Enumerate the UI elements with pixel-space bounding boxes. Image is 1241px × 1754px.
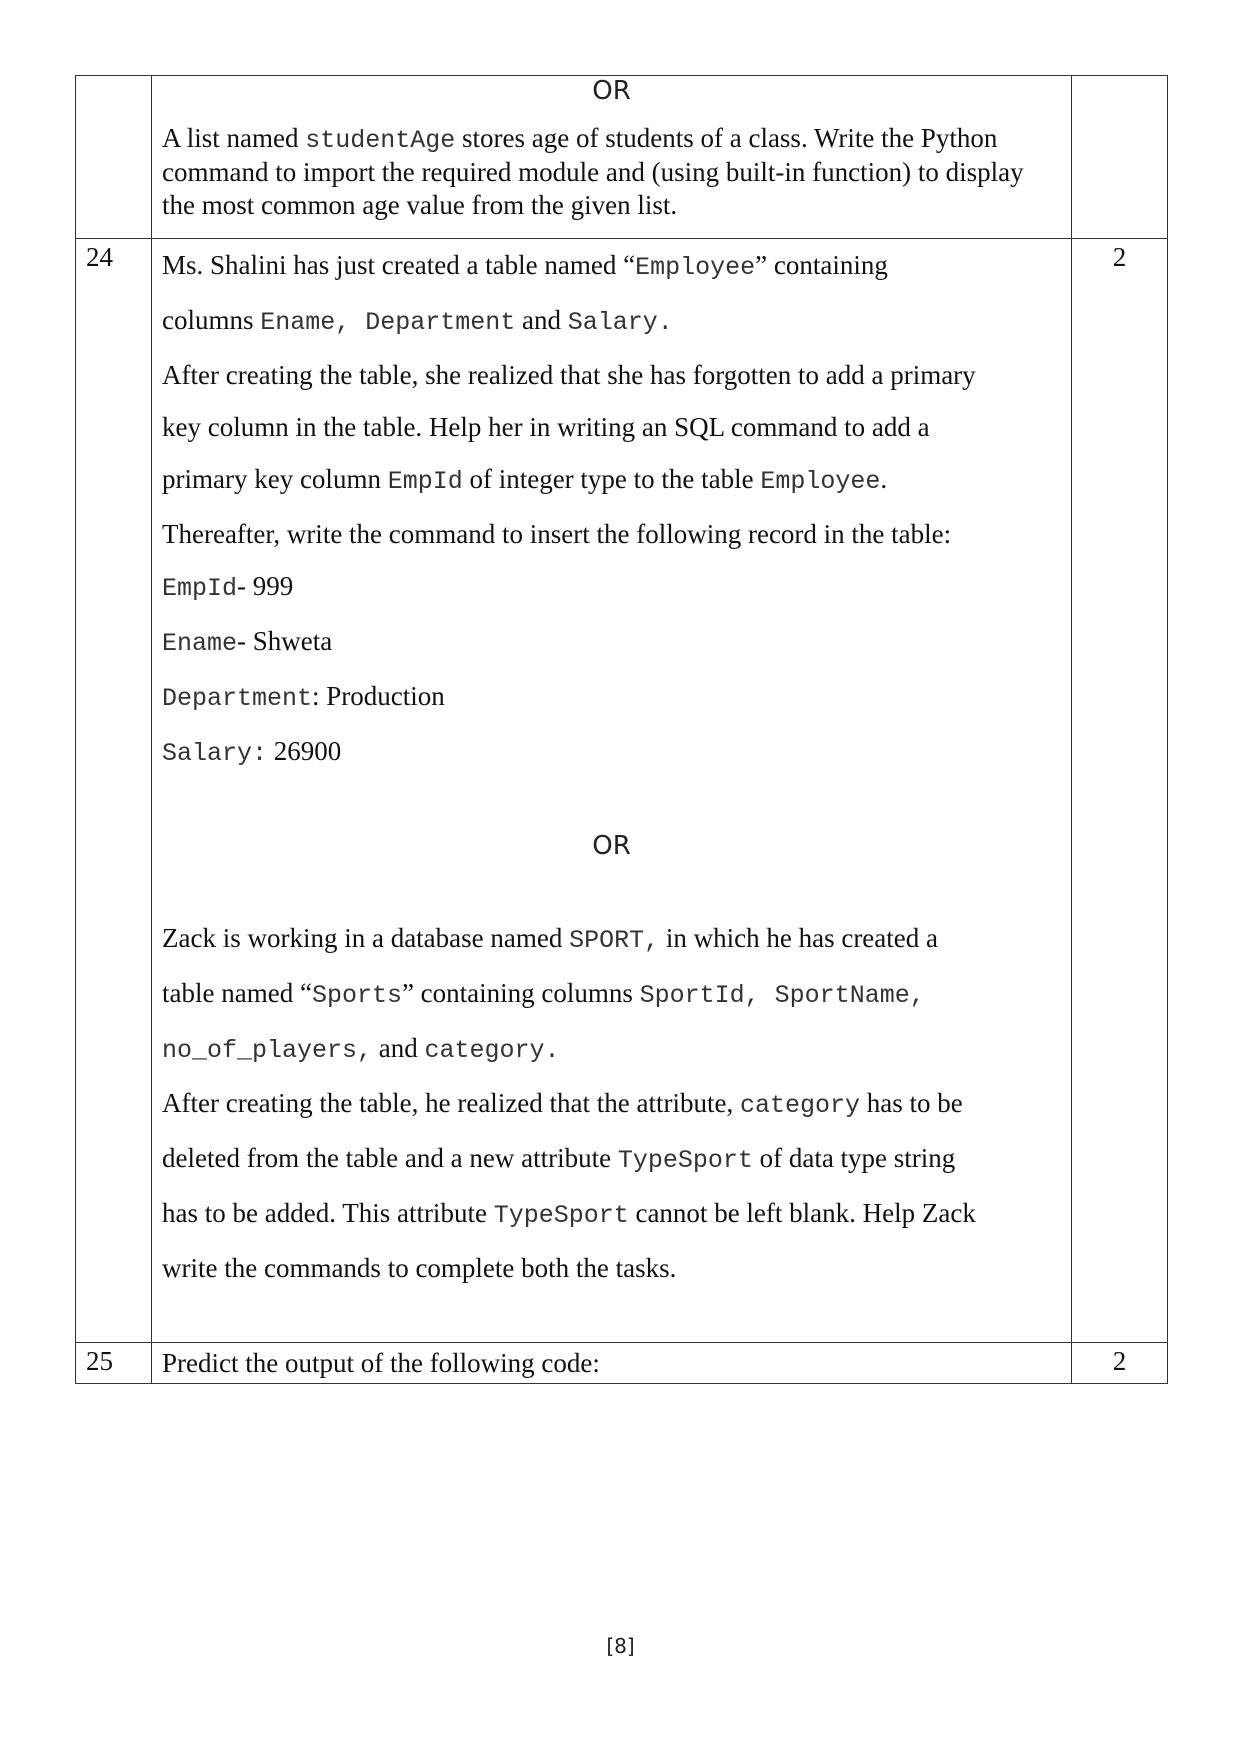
code-identifier: Salary.	[567, 308, 673, 338]
code-identifier: Sports	[311, 981, 402, 1011]
question-line: no_of_players, and category.	[162, 1033, 560, 1066]
question-table	[75, 75, 1168, 1384]
or-separator: OR	[592, 831, 631, 862]
question-line: Thereafter, write the command to insert the following record in the table:	[162, 519, 952, 550]
marks-value: 2	[1072, 239, 1168, 1343]
question-23-continued-row	[76, 76, 1168, 239]
question-line: Predict the output of the following code:	[162, 1348, 600, 1379]
question-number: 24	[76, 239, 152, 1343]
code-identifier: SportId, SportName,	[639, 981, 925, 1011]
question-body	[152, 1343, 1072, 1384]
question-number: 25	[76, 1343, 152, 1384]
question-line: table named “Sports” containing columns SportId, SportName,	[162, 978, 925, 1011]
question-body	[152, 76, 1072, 239]
question-number-cell	[76, 76, 152, 239]
marks-cell	[1072, 76, 1168, 239]
question-line: After creating the table, she realized that she has forgotten to add a primary	[162, 360, 976, 391]
code-identifier: no_of_players,	[162, 1036, 373, 1066]
record-field: Salary: 26900	[162, 736, 342, 769]
question-line: key column in the table. Help her in writing an SQL command to add a	[162, 412, 930, 443]
code-identifier: studentAge	[305, 125, 456, 155]
code-identifier: EmpId	[387, 467, 463, 497]
record-field: Department: Production	[162, 681, 445, 714]
code-identifier: category.	[424, 1036, 560, 1066]
question-text: A list named studentAge stores age of students of a class. Write the Python command to import the required module and (using built-in function) to display the most common age value from the given list.	[162, 122, 1024, 221]
code-identifier: Ename, Department	[260, 308, 516, 338]
code-identifier: Employee	[760, 467, 881, 497]
record-field: EmpId- 999	[162, 571, 294, 604]
question-line: has to be added. This attribute TypeSport cannot be left blank. Help Zack	[162, 1198, 976, 1231]
record-field: Ename- Shweta	[162, 626, 333, 659]
marks-value: 2	[1072, 1343, 1168, 1384]
code-identifier: category	[739, 1091, 860, 1121]
code-identifier: TypeSport	[493, 1201, 629, 1231]
question-25-row	[76, 1343, 1168, 1384]
question-24-row	[76, 239, 1168, 1343]
question-line: Zack is working in a database named SPORT, in which he has created a	[162, 923, 938, 956]
question-line: primary key column EmpId of integer type to the table Employee.	[162, 464, 888, 497]
code-identifier: TypeSport	[617, 1146, 753, 1176]
code-identifier: Employee	[635, 253, 756, 283]
page-number: [8]	[606, 1634, 635, 1658]
question-line: write the commands to complete both the tasks.	[162, 1253, 677, 1284]
or-separator: OR	[592, 76, 631, 106]
question-line: columns Ename, Department and Salary.	[162, 305, 673, 338]
question-line: After creating the table, he realized that the attribute, category has to be	[162, 1088, 963, 1121]
question-body	[152, 239, 1072, 1343]
code-identifier: SPORT,	[569, 926, 660, 956]
question-line: deleted from the table and a new attribute TypeSport of data type string	[162, 1143, 956, 1176]
question-line: Ms. Shalini has just created a table named “Employee” containing	[162, 250, 888, 283]
